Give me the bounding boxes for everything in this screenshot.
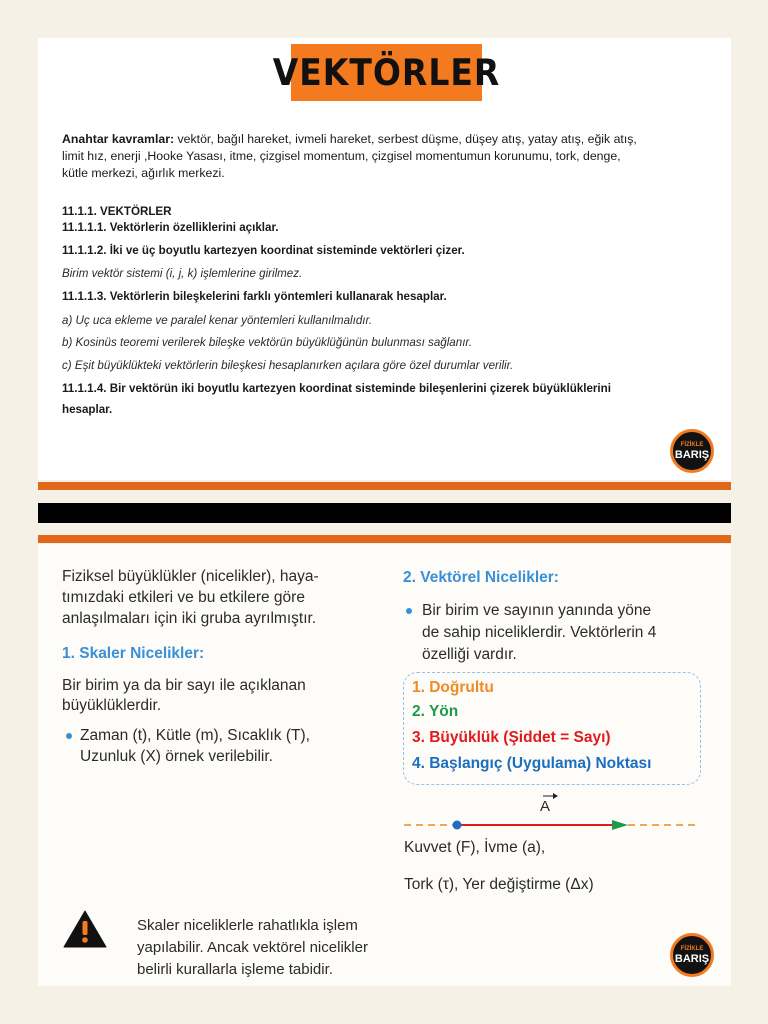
outline-item: b) Kosinüs teoremi verilerek bileşke vektörün büyüklüğünün bulunması sağlanır. (62, 336, 473, 349)
keywords-label: Anahtar kavramlar: (62, 132, 175, 146)
vector-examples-2: Tork (τ), Yer değiştirme (Δx) (404, 876, 594, 893)
vector-arrowhead (612, 820, 628, 830)
outline-item: hesaplar. (62, 403, 113, 416)
divider-black (38, 503, 731, 523)
outline-item: c) Eşit büyüklükteki vektörlerin bileşkesi hesaplanırken açılara göre özel durumlar verilir. (62, 359, 514, 372)
property-sense: 2. Yön (412, 703, 459, 720)
bullet-icon (406, 608, 412, 614)
page-title: VEKTÖRLER (272, 51, 501, 94)
scalar-example-1: Zaman (t), Kütle (m), Sıcaklık (T), (80, 727, 310, 744)
page-top-panel (38, 38, 731, 480)
warning-line-1: Skaler niceliklerle rahatlıkla işlem (137, 917, 358, 934)
property-magnitude: 3. Büyüklük (Şiddet = Sayı) (412, 729, 611, 746)
logo-line-2: BARIŞ (674, 952, 710, 965)
intro-line-1: Fiziksel büyüklükler (nicelikler), haya- (62, 568, 319, 585)
property-direction-line: 1. Doğrultu (412, 679, 494, 696)
property-origin: 4. Başlangıç (Uygulama) Noktası (412, 755, 652, 772)
outline-item: 11.1.1.1. Vektörlerin özelliklerini açıklar. (62, 221, 279, 234)
divider-orange-top (38, 482, 731, 490)
outline-item: 11.1.1.2. İki ve üç boyutlu kartezyen koordinat sisteminde vektörleri çizer. (62, 244, 465, 257)
intro-line-3: anlaşılmaları için iki gruba ayrılmıştır. (62, 610, 317, 627)
scalar-definition-2: büyüklüklerdir. (62, 697, 162, 714)
origin-point (453, 821, 462, 830)
bullet-icon (66, 733, 72, 739)
divider-orange-bottom (38, 535, 731, 543)
title-banner (272, 44, 501, 101)
vector-definition-2: de sahip niceliklerdir. Vektörlerin 4 (422, 624, 657, 641)
vector-heading: 2. Vektörel Nicelikler: (403, 569, 559, 586)
keywords-paragraph (62, 131, 702, 182)
outline-item: Birim vektör sistemi (i, j, k) işlemlerine girilmez. (62, 267, 303, 280)
intro-line-2: tımızdaki etkileri ve bu etkilere göre (62, 589, 305, 606)
outline-item: 11.1.1.4. Bir vektörün iki boyutlu kartezyen koordinat sisteminde bileşenlerini çizerek büyüklüklerini (62, 382, 611, 395)
vector-definition-1: Bir birim ve sayının yanında yöne (422, 602, 652, 619)
logo-badge-bottom (670, 933, 714, 977)
vector-arrow-overline-head (553, 793, 558, 799)
scalar-heading: 1. Skaler Nicelikler: (62, 645, 205, 662)
keywords-line-3: kütle merkezi, ağırlık merkezi. (62, 166, 225, 180)
warning-line-2: yapılabilir. Ancak vektörel nicelikler (137, 939, 368, 956)
scalar-definition-1: Bir birim ya da bir sayı ile açıklanan (62, 677, 306, 694)
logo-line-2: BARIŞ (674, 448, 710, 461)
outline-item: a) Uç uca ekleme ve paralel kenar yöntemleri kullanılmalıdır. (62, 314, 373, 327)
keywords-line-1: vektör, bağıl hareket, ivmeli hareket, serbest düşme, düşey atış, yatay atış, eğik atış, (174, 132, 637, 146)
scalar-example-2: Uzunluk (X) örnek verilebilir. (80, 748, 273, 765)
logo-line-1: FİZİKLE (680, 441, 704, 448)
keywords-line-2: limit hız, enerji ,Hooke Yasası, itme, çizgisel momentum, çizgisel momentumun korunumu, tork, denge, (62, 149, 621, 163)
warning-line-3: belirli kurallarla işleme tabidir. (137, 961, 333, 978)
outline-item: 11.1.1.3. Vektörlerin bileşkelerini farklı yöntemleri kullanarak hesaplar. (62, 290, 447, 303)
warning-icon (63, 910, 107, 948)
vector-definition-3: özelliği vardır. (422, 646, 517, 663)
outline-item: 11.1.1. VEKTÖRLER (62, 205, 172, 218)
vector-label: A (540, 798, 551, 815)
logo-line-1: FİZİKLE (680, 945, 704, 952)
vector-examples-1: Kuvvet (F), İvme (a), (404, 839, 546, 856)
logo-badge (670, 429, 714, 473)
